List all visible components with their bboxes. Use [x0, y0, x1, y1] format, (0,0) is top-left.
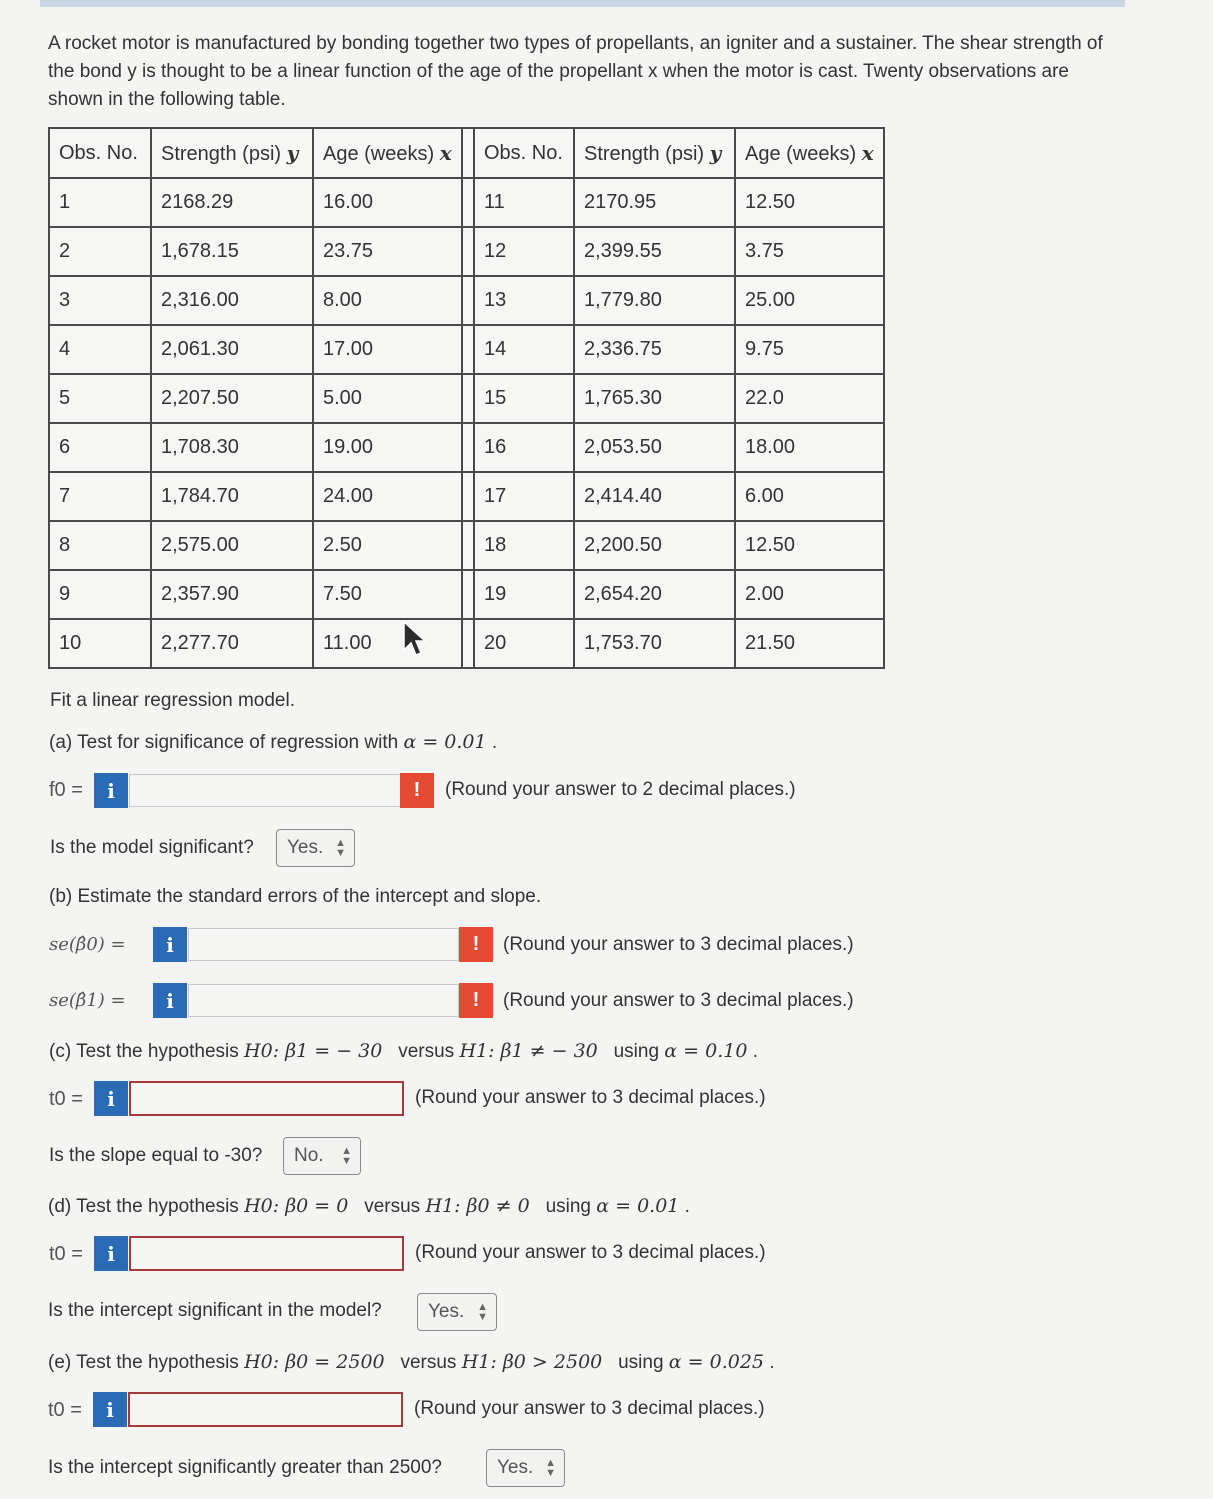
- select-arrows-icon: ▲ ▼: [335, 837, 346, 859]
- strength-cell: 1,708.30: [151, 423, 313, 472]
- part-e-round-note: (Round your answer to 3 decimal places.): [414, 1398, 765, 1419]
- obs-no-cell: 3: [49, 276, 151, 325]
- obs-no-cell: 10: [49, 619, 151, 668]
- part-d-question: (d) Test the hypothesis H0: β0 = 0 versus H1: β0 ≠ 0 using α = 0.01 .: [48, 1195, 690, 1217]
- age-cell: 3.75: [735, 227, 884, 276]
- model-significant-label: Is the model significant?: [50, 837, 254, 858]
- obs-no-cell: 5: [49, 374, 151, 423]
- table-gap: [462, 570, 474, 619]
- warning-icon: !: [459, 927, 493, 962]
- data-table: [48, 127, 885, 669]
- strength-cell: 2,207.50: [151, 374, 313, 423]
- age-cell: 8.00: [313, 276, 462, 325]
- select-arrows-icon: ▲ ▼: [477, 1301, 488, 1323]
- part-c-question: (c) Test the hypothesis H0: β1 = − 30 versus H1: β1 ≠ − 30 using α = 0.10 .: [49, 1040, 758, 1062]
- info-icon[interactable]: i: [93, 1392, 127, 1427]
- strength-cell: 1,779.80: [574, 276, 735, 325]
- strength-cell: 2,399.55: [574, 227, 735, 276]
- se-beta1-input[interactable]: [188, 984, 459, 1017]
- table-gap: [462, 276, 474, 325]
- obs-no-cell: 12: [474, 227, 574, 276]
- f0-input[interactable]: [129, 774, 401, 807]
- strength-cell: 2,053.50: [574, 423, 735, 472]
- obs-no-cell: 13: [474, 276, 574, 325]
- obs-no-cell: 11: [474, 178, 574, 227]
- header-obs-no-2: Obs. No.: [474, 128, 574, 178]
- strength-cell: 2168.29: [151, 178, 313, 227]
- table-gap: [462, 423, 474, 472]
- strength-cell: 1,765.30: [574, 374, 735, 423]
- age-cell: 17.00: [313, 325, 462, 374]
- strength-cell: 1,678.15: [151, 227, 313, 276]
- table-gap: [462, 178, 474, 227]
- header-obs-no: Obs. No.: [49, 128, 151, 178]
- fit-instruction: Fit a linear regression model.: [50, 690, 295, 711]
- table-gap: [462, 374, 474, 423]
- info-icon[interactable]: i: [153, 983, 187, 1018]
- strength-cell: 2,357.90: [151, 570, 313, 619]
- intercept-greater-label: Is the intercept significantly greater than 2500?: [48, 1457, 442, 1478]
- t0-label-d: t0 =: [49, 1243, 83, 1265]
- obs-no-cell: 8: [49, 521, 151, 570]
- intercept-significant-label: Is the intercept significant in the model?: [48, 1300, 382, 1321]
- slope-equal-label: Is the slope equal to -30?: [49, 1145, 263, 1166]
- age-cell: 24.00: [313, 472, 462, 521]
- obs-no-cell: 19: [474, 570, 574, 619]
- age-cell: 25.00: [735, 276, 884, 325]
- select-arrows-icon: ▲ ▼: [341, 1145, 352, 1167]
- t0-label-c: t0 =: [49, 1088, 83, 1110]
- strength-cell: 2,316.00: [151, 276, 313, 325]
- age-cell: 12.50: [735, 178, 884, 227]
- age-cell: 21.50: [735, 619, 884, 668]
- table-row: [49, 276, 884, 325]
- age-cell: 16.00: [313, 178, 462, 227]
- strength-cell: 2,277.70: [151, 619, 313, 668]
- f0-label: f0 =: [49, 779, 83, 801]
- obs-no-cell: 4: [49, 325, 151, 374]
- obs-no-cell: 17: [474, 472, 574, 521]
- obs-no-cell: 18: [474, 521, 574, 570]
- table-gap: [462, 472, 474, 521]
- se-beta1-label: se(β̂1) =: [49, 990, 126, 1011]
- strength-cell: 2,336.75: [574, 325, 735, 374]
- intercept-greater-select[interactable]: Yes. ▲ ▼: [486, 1449, 565, 1487]
- t0-input-e[interactable]: [128, 1392, 403, 1427]
- table-row: [49, 227, 884, 276]
- table-row: [49, 374, 884, 423]
- mouse-cursor-icon: [402, 620, 428, 660]
- select-arrows-icon: ▲ ▼: [545, 1457, 556, 1479]
- age-cell: 19.00: [313, 423, 462, 472]
- header-strength: Strength (psi) y: [151, 128, 313, 178]
- strength-cell: 2,654.20: [574, 570, 735, 619]
- table-gap: [462, 227, 474, 276]
- intercept-significant-select[interactable]: Yes. ▲ ▼: [417, 1293, 497, 1331]
- age-cell: 6.00: [735, 472, 884, 521]
- model-significant-select[interactable]: Yes. ▲ ▼: [276, 829, 355, 867]
- table-row: [49, 619, 884, 668]
- strength-cell: 2170.95: [574, 178, 735, 227]
- table-row: [49, 325, 884, 374]
- table-row: [49, 423, 884, 472]
- t0-input-c[interactable]: [129, 1081, 404, 1116]
- obs-no-cell: 7: [49, 472, 151, 521]
- se-beta0-label: se(β̂0) =: [49, 934, 126, 955]
- warning-icon: !: [459, 983, 493, 1018]
- header-age-2: Age (weeks) x: [735, 128, 884, 178]
- age-cell: 12.50: [735, 521, 884, 570]
- obs-no-cell: 14: [474, 325, 574, 374]
- se-beta1-round-note: (Round your answer to 3 decimal places.): [503, 990, 854, 1011]
- obs-no-cell: 20: [474, 619, 574, 668]
- obs-no-cell: 15: [474, 374, 574, 423]
- table-gap: [462, 521, 474, 570]
- slope-equal-select[interactable]: No. ▲ ▼: [283, 1137, 361, 1175]
- age-cell: 7.50: [313, 570, 462, 619]
- top-bar: [40, 0, 1125, 7]
- warning-icon: !: [400, 773, 434, 808]
- part-b-question: (b) Estimate the standard errors of the intercept and slope.: [49, 886, 542, 907]
- obs-no-cell: 16: [474, 423, 574, 472]
- se-beta0-round-note: (Round your answer to 3 decimal places.): [503, 934, 854, 955]
- strength-cell: 2,575.00: [151, 521, 313, 570]
- problem-intro: A rocket motor is manufactured by bonding together two types of propellants, an igniter and a sustainer. The shear strength of the bond y is thought to be a linear function of the age of the propellant x when the motor is cast. Twenty observations are shown in the following table.: [48, 33, 1103, 110]
- header-strength-2: Strength (psi) y: [574, 128, 735, 178]
- t0-label-e: t0 =: [48, 1399, 82, 1421]
- age-cell: 22.0: [735, 374, 884, 423]
- age-cell: 11.00: [313, 619, 462, 668]
- part-a-round-note: (Round your answer to 2 decimal places.): [445, 779, 796, 800]
- strength-cell: 2,200.50: [574, 521, 735, 570]
- age-cell: 18.00: [735, 423, 884, 472]
- table-row: [49, 521, 884, 570]
- info-icon[interactable]: i: [153, 927, 187, 962]
- table-header-row: [49, 128, 884, 178]
- t0-input-d[interactable]: [129, 1236, 404, 1271]
- strength-cell: 2,061.30: [151, 325, 313, 374]
- se-beta0-input[interactable]: [188, 928, 459, 961]
- part-c-round-note: (Round your answer to 3 decimal places.): [415, 1087, 766, 1108]
- strength-cell: 1,784.70: [151, 472, 313, 521]
- table-row: [49, 178, 884, 227]
- age-cell: 2.50: [313, 521, 462, 570]
- age-cell: 9.75: [735, 325, 884, 374]
- info-icon[interactable]: i: [94, 1236, 128, 1271]
- part-d-round-note: (Round your answer to 3 decimal places.): [415, 1242, 766, 1263]
- obs-no-cell: 9: [49, 570, 151, 619]
- table-row: [49, 472, 884, 521]
- strength-cell: 2,414.40: [574, 472, 735, 521]
- table-gap: [462, 325, 474, 374]
- info-icon[interactable]: i: [94, 1081, 128, 1116]
- info-icon[interactable]: i: [94, 773, 128, 808]
- age-cell: 23.75: [313, 227, 462, 276]
- table-row: [49, 570, 884, 619]
- age-cell: 5.00: [313, 374, 462, 423]
- age-cell: 2.00: [735, 570, 884, 619]
- obs-no-cell: 6: [49, 423, 151, 472]
- part-a-question: (a) Test for significance of regression with α = 0.01 .: [49, 731, 498, 753]
- header-age: Age (weeks) x: [313, 128, 462, 178]
- part-e-question: (e) Test the hypothesis H0: β0 = 2500 versus H1: β0 > 2500 using α = 0.025 .: [48, 1351, 775, 1373]
- obs-no-cell: 1: [49, 178, 151, 227]
- obs-no-cell: 2: [49, 227, 151, 276]
- strength-cell: 1,753.70: [574, 619, 735, 668]
- table-gap: [462, 619, 474, 668]
